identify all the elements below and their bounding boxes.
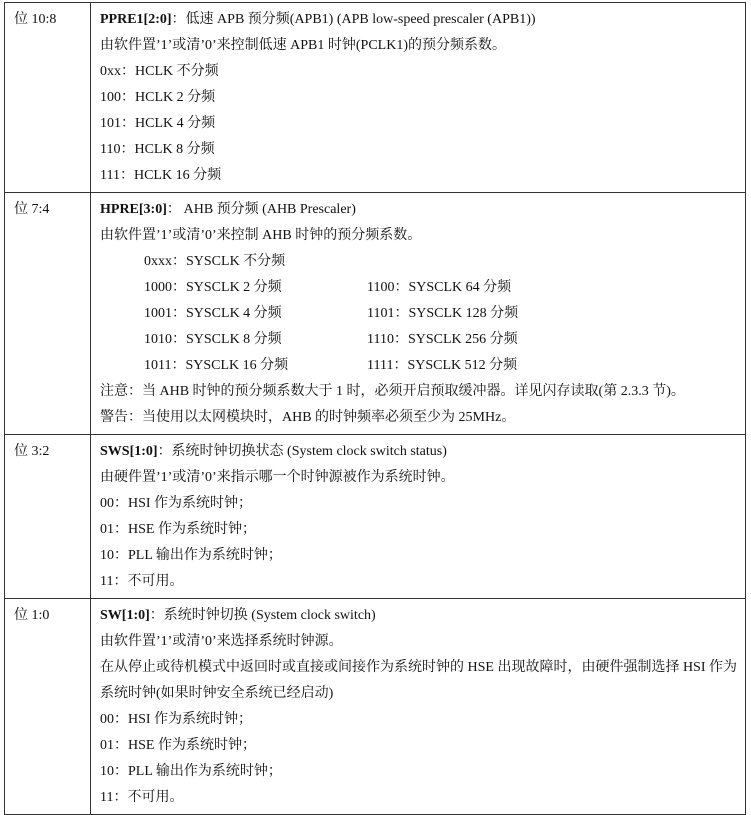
option-row	[144, 327, 739, 353]
field-name: PPRE1[2:0]	[100, 12, 172, 27]
table-row	[5, 193, 746, 435]
warning-text: 警告：当使用以太网模块时，AHB 的时钟频率必须至少为 25MHz。	[100, 410, 516, 425]
prescaler-options	[144, 249, 739, 379]
table-row	[5, 435, 746, 599]
value-option: 1100：SYSCLK 64 分频	[367, 280, 512, 295]
value-option: 1111：SYSCLK 512 分频	[367, 358, 518, 373]
value-option: 00：HSI 作为系统时钟；	[100, 496, 253, 511]
field-name: HPRE[3:0]	[100, 202, 167, 217]
field-title-rest: ： AHB 预分频 (AHB Prescaler)	[166, 202, 356, 217]
value-option: 11：不可用。	[100, 574, 184, 589]
value-option: 100：HCLK 2 分频	[100, 90, 216, 105]
bit-range-cell	[5, 3, 91, 193]
table-row	[5, 599, 746, 815]
value-option: 1101：SYSCLK 128 分频	[367, 306, 519, 321]
description-cell	[91, 193, 746, 435]
field-title	[100, 197, 739, 223]
value-option: 101：HCLK 4 分频	[100, 116, 216, 131]
field-name: SW[1:0]	[100, 608, 150, 623]
hardware-override-description: 在从停止或待机模式中返回时或直接或间接作为系统时钟的 HSE 出现故障时，由硬件强制选择 HSI 作为系统时钟(如果时钟安全系统已经启动)	[100, 660, 738, 701]
field-description: 由硬件置’1’或清’0’来指示哪一个时钟源被作为系统时钟。	[100, 470, 455, 485]
value-option: 1011：SYSCLK 16 分频	[144, 358, 289, 373]
value-option: 0xx：HCLK 不分频	[100, 64, 219, 79]
option-row	[144, 275, 739, 301]
bit-range-cell	[5, 193, 91, 435]
field-description: 由软件置’1’或清’0’来控制低速 APB1 时钟(PCLK1)的预分频系数。	[100, 38, 506, 53]
value-option: 11：不可用。	[100, 790, 184, 805]
value-option: 10：PLL 输出作为系统时钟；	[100, 548, 282, 563]
value-option: 01：HSE 作为系统时钟；	[100, 738, 256, 753]
bit-range: 位 7:4	[14, 202, 50, 217]
value-option: 1001：SYSCLK 4 分频	[144, 306, 282, 321]
description-cell	[91, 599, 746, 815]
value-option: 1110：SYSCLK 256 分频	[367, 332, 518, 347]
field-title	[100, 603, 739, 629]
bit-range: 位 10:8	[14, 12, 57, 27]
value-option: 111：HCLK 16 分频	[100, 168, 222, 183]
value-option: 1000：SYSCLK 2 分频	[144, 280, 282, 295]
option-row	[144, 249, 739, 275]
option-row	[144, 353, 739, 379]
table-row	[5, 3, 746, 193]
description-cell	[91, 3, 746, 193]
field-name: SWS[1:0]	[100, 444, 158, 459]
value-option: 10：PLL 输出作为系统时钟；	[100, 764, 282, 779]
bit-range: 位 3:2	[14, 444, 50, 459]
option-row	[144, 301, 739, 327]
value-option: 0xxx：SYSCLK 不分频	[144, 254, 286, 269]
note-text: 注意：当 AHB 时钟的预分频系数大于 1 时，必须开启预取缓冲器。详见闪存读取(第 2.3.3 节)。	[100, 384, 685, 399]
bit-range: 位 1:0	[14, 608, 50, 623]
field-title-rest: ：系统时钟切换状态 (System clock switch status)	[157, 444, 447, 459]
field-title	[100, 439, 739, 465]
value-option: 01：HSE 作为系统时钟；	[100, 522, 256, 537]
field-description: 由软件置’1’或清’0’来选择系统时钟源。	[100, 634, 343, 649]
bit-range-cell	[5, 599, 91, 815]
value-option: 1010：SYSCLK 8 分频	[144, 332, 282, 347]
description-cell	[91, 435, 746, 599]
field-title-rest: ：系统时钟切换 (System clock switch)	[149, 608, 376, 623]
field-description: 由软件置’1’或清’0’来控制 AHB 时钟的预分频系数。	[100, 228, 422, 243]
value-option: 00：HSI 作为系统时钟；	[100, 712, 253, 727]
value-option: 110：HCLK 8 分频	[100, 142, 215, 157]
register-bit-table	[4, 2, 746, 815]
field-title	[100, 7, 739, 33]
field-title-rest: ：低速 APB 预分频(APB1) (APB low-speed prescaler (APB1))	[171, 12, 536, 27]
bit-range-cell	[5, 435, 91, 599]
